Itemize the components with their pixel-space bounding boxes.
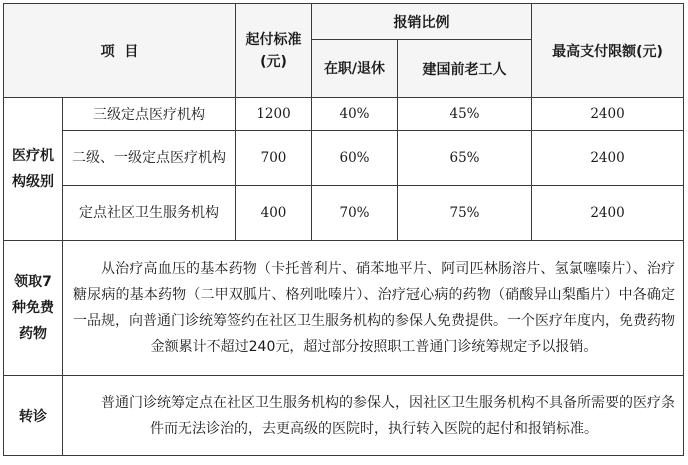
section-free-drugs-label xyxy=(4,241,63,376)
section-transfer-label: 转诊 xyxy=(4,376,63,456)
level-start: 1200 xyxy=(236,98,312,131)
level-name xyxy=(63,186,236,241)
free-drugs-text: 从治疗高血压的基本药物（卡托普利片、硝苯地平片、阿司匹林肠溶片、氢氯噻嗪片）、治疗糖尿病的基本药物（二甲双胍片、格列吡嗪片）、治疗冠心病的药物（硝酸异山梨酯片）中各确定一品规，向普通门诊统筹签约在社区卫生服务机构的参保人免费提供。一个医疗年度内，免费药物金额累计不超过240元，超过部分按照职工普通门诊统筹规定予以报销。 xyxy=(63,241,684,376)
header-row-1 xyxy=(4,4,684,40)
level-max: 2400 xyxy=(532,186,684,241)
level-ratio-veteran: 45% xyxy=(398,98,532,131)
header-reimbursement-ratio: 报销比例 xyxy=(312,4,532,40)
section-free-drugs-label-text: 领取7种免费药物 xyxy=(12,274,54,342)
section-level-label xyxy=(4,98,63,241)
level-name-text: 定点社区卫生服务机构 xyxy=(79,205,219,221)
level-start: 400 xyxy=(236,186,312,241)
level-start: 700 xyxy=(236,131,312,186)
level-max: 2400 xyxy=(532,131,684,186)
level-row xyxy=(4,131,684,186)
section-level-label-text: 医疗机构级别 xyxy=(12,148,54,190)
free-drugs-row xyxy=(4,241,684,376)
header-item: 项 目 xyxy=(4,4,236,98)
header-veteran-workers: 建国前老工人 xyxy=(398,40,532,98)
header-start-line-text: 起付标准(元) xyxy=(245,31,302,70)
level-ratio-employed: 40% xyxy=(312,98,398,131)
level-row xyxy=(4,186,684,241)
level-ratio-employed: 70% xyxy=(312,186,398,241)
level-ratio-veteran: 65% xyxy=(398,131,532,186)
header-employed-retired-text: 在职/退休 xyxy=(323,60,386,77)
header-start-line xyxy=(236,4,312,98)
level-ratio-veteran: 75% xyxy=(398,186,532,241)
header-max-limit: 最高支付限额(元) xyxy=(532,4,684,98)
header-employed-retired xyxy=(312,40,398,98)
level-name-text: 二级、一级定点医疗机构 xyxy=(72,150,226,166)
transfer-row xyxy=(4,376,684,456)
level-name xyxy=(63,131,236,186)
transfer-text: 普通门诊统筹定点在社区卫生服务机构的参保人，因社区卫生服务机构不具备所需要的医疗条件而无法诊治的，去更高级的医院时，执行转入医院的起付和报销标准。 xyxy=(63,376,684,456)
reimbursement-table xyxy=(3,3,684,456)
level-ratio-employed: 60% xyxy=(312,131,398,186)
level-max: 2400 xyxy=(532,98,684,131)
level-row xyxy=(4,98,684,131)
level-name: 三级定点医疗机构 xyxy=(63,98,236,131)
